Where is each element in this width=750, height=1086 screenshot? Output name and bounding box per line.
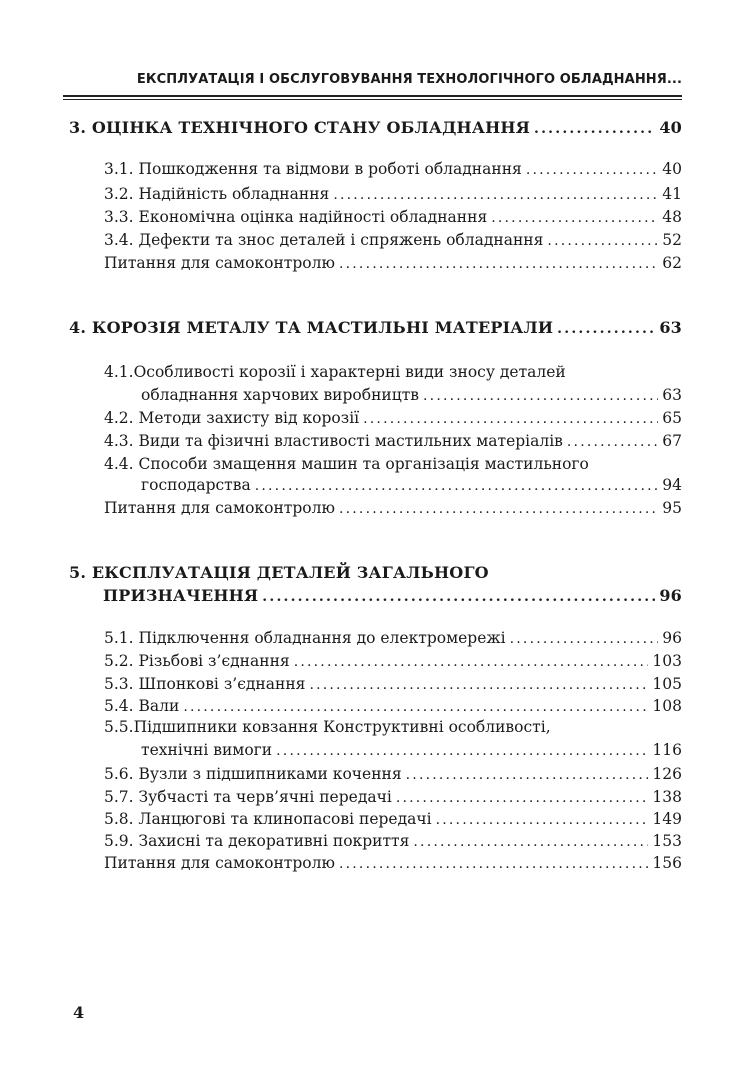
toc-entry[interactable] — [104, 788, 682, 806]
toc-page-number: 96 — [659, 586, 682, 605]
toc-chapter-title: 4. КОРОЗІЯ МЕТАЛУ ТА МАСТИЛЬНІ МАТЕРІАЛИ — [69, 318, 554, 337]
toc-entry-title: 5.8. Ланцюгові та клинопасові передачі — [104, 810, 432, 828]
toc-entry-title: Питання для самоконтролю — [104, 254, 335, 272]
toc-page-number: 63 — [659, 318, 682, 337]
toc-leader — [436, 812, 649, 828]
running-header: ЕКСПЛУАТАЦІЯ І ОБСЛУГОВУВАННЯ ТЕХНОЛОГІЧНОГО ОБЛАДНАННЯ... — [136, 72, 682, 87]
toc-entry[interactable] — [104, 765, 682, 783]
toc-entry[interactable] — [104, 432, 682, 450]
toc-entry-title: господарства — [141, 476, 251, 494]
toc-page-number: 138 — [652, 788, 682, 806]
toc-entry-title: 5.2. Різьбові з’єднання — [104, 652, 290, 670]
toc-leader — [557, 321, 655, 337]
toc-entry-title: обладнання харчових виробництв — [141, 386, 420, 404]
toc-entry[interactable] — [104, 832, 682, 850]
toc-leader — [363, 411, 658, 427]
toc-page-number: 48 — [662, 208, 682, 226]
toc-page-number: 96 — [662, 629, 682, 647]
toc-page-number: 149 — [652, 810, 682, 828]
toc-chapter-3[interactable] — [69, 118, 682, 137]
toc-leader — [547, 233, 658, 249]
toc-entry[interactable] — [104, 160, 682, 178]
toc-entry-title: 3.2. Надійність обладнання — [104, 185, 330, 203]
toc-entry[interactable] — [104, 499, 682, 517]
toc-chapter-5-title[interactable]: 5. ЕКСПЛУАТАЦІЯ ДЕТАЛЕЙ ЗАГАЛЬНОГО — [69, 563, 489, 582]
toc-entry[interactable] — [104, 208, 682, 226]
toc-entry[interactable] — [141, 386, 682, 404]
toc-page-number: 62 — [662, 254, 682, 272]
toc-page-number: 40 — [662, 160, 682, 178]
toc-entry[interactable] — [104, 854, 682, 872]
toc-chapter-5[interactable] — [103, 586, 682, 605]
toc-entry[interactable] — [104, 675, 682, 693]
toc-page-number: 52 — [662, 231, 682, 249]
toc-entry-title: 4.2. Методи захисту від корозії — [104, 409, 360, 427]
toc-chapter-title: ПРИЗНАЧЕННЯ — [103, 586, 259, 605]
toc-entry[interactable] — [104, 697, 682, 715]
toc-entry-title: 5.7. Зубчасті та черв’ячні передачі — [104, 788, 392, 806]
toc-entry-title[interactable]: 4.1.Особливості корозії і характерні види зносу деталей — [104, 363, 566, 381]
toc-leader — [339, 501, 658, 517]
toc-leader — [406, 767, 649, 783]
toc-entry[interactable] — [104, 185, 682, 203]
toc-entry-title: 3.1. Пошкодження та відмови в роботі обладнання — [104, 160, 522, 178]
toc-entry-title: 5.3. Шпонкові з’єднання — [104, 675, 306, 693]
toc-leader — [510, 631, 659, 647]
toc-leader — [276, 743, 648, 759]
toc-chapter-title: 3. ОЦІНКА ТЕХНІЧНОГО СТАНУ ОБЛАДНАННЯ — [69, 118, 531, 137]
toc-entry-title: Питання для самоконтролю — [104, 499, 335, 517]
toc-leader — [183, 699, 648, 715]
toc-chapter-4[interactable] — [69, 318, 682, 337]
toc-leader — [339, 856, 648, 872]
toc-leader — [262, 589, 655, 605]
toc-entry[interactable] — [104, 254, 682, 272]
toc-entry-title: технічні вимоги — [141, 741, 273, 759]
toc-page-number: 103 — [652, 652, 682, 670]
toc-leader — [333, 187, 658, 203]
toc-page-number: 65 — [662, 409, 682, 427]
toc-entry-title[interactable]: 4.4. Способи змащення машин та організація мастильного — [104, 455, 589, 473]
toc-entry-title: 5.1. Підключення обладнання до електромережі — [104, 629, 506, 647]
toc-entry[interactable] — [141, 741, 682, 759]
toc-page-number: 67 — [662, 432, 682, 450]
toc-page-number: 108 — [652, 697, 682, 715]
toc-leader — [423, 388, 658, 404]
toc-leader — [255, 478, 659, 494]
toc-page-number: 156 — [652, 854, 682, 872]
toc-leader — [567, 434, 658, 450]
toc-leader — [294, 654, 649, 670]
toc-page-number: 94 — [662, 476, 682, 494]
toc-page-number: 41 — [662, 185, 682, 203]
toc-entry[interactable] — [141, 476, 682, 494]
toc-leader — [491, 210, 658, 226]
toc-entry-title: 3.4. Дефекти та знос деталей і спряжень обладнання — [104, 231, 544, 249]
toc-entry-title: 5.6. Вузли з підшипниками кочення — [104, 765, 402, 783]
toc-page-number: 95 — [662, 499, 682, 517]
toc-leader — [309, 677, 648, 693]
toc-page-number: 63 — [662, 386, 682, 404]
toc-leader — [396, 790, 649, 806]
toc-leader — [339, 256, 658, 272]
page-number: 4 — [73, 1003, 85, 1022]
toc-entry[interactable] — [104, 409, 682, 427]
toc-page-number: 40 — [659, 118, 682, 137]
toc-page-number: 105 — [652, 675, 682, 693]
toc-entry[interactable] — [104, 810, 682, 828]
toc-entry[interactable] — [104, 231, 682, 249]
toc-page-number: 126 — [652, 765, 682, 783]
header-rule — [63, 95, 682, 97]
toc-leader — [413, 834, 648, 850]
toc-entry-title: 5.4. Вали — [104, 697, 180, 715]
toc-entry[interactable] — [104, 629, 682, 647]
toc-entry-title: 4.3. Види та фізичні властивості мастильних матеріалів — [104, 432, 563, 450]
toc-leader — [534, 121, 655, 137]
toc-entry-title: 5.9. Захисні та декоративні покриття — [104, 832, 410, 850]
toc-entry-title: Питання для самоконтролю — [104, 854, 335, 872]
toc-entry-title: 3.3. Економічна оцінка надійності обладнання — [104, 208, 488, 226]
toc-page-number: 153 — [652, 832, 682, 850]
toc-leader — [526, 162, 658, 178]
toc-entry-title[interactable]: 5.5.Підшипники ковзання Конструктивні особливості, — [104, 718, 551, 736]
toc-page-number: 116 — [652, 741, 682, 759]
toc-entry[interactable] — [104, 652, 682, 670]
header-rule-thin — [63, 99, 682, 100]
